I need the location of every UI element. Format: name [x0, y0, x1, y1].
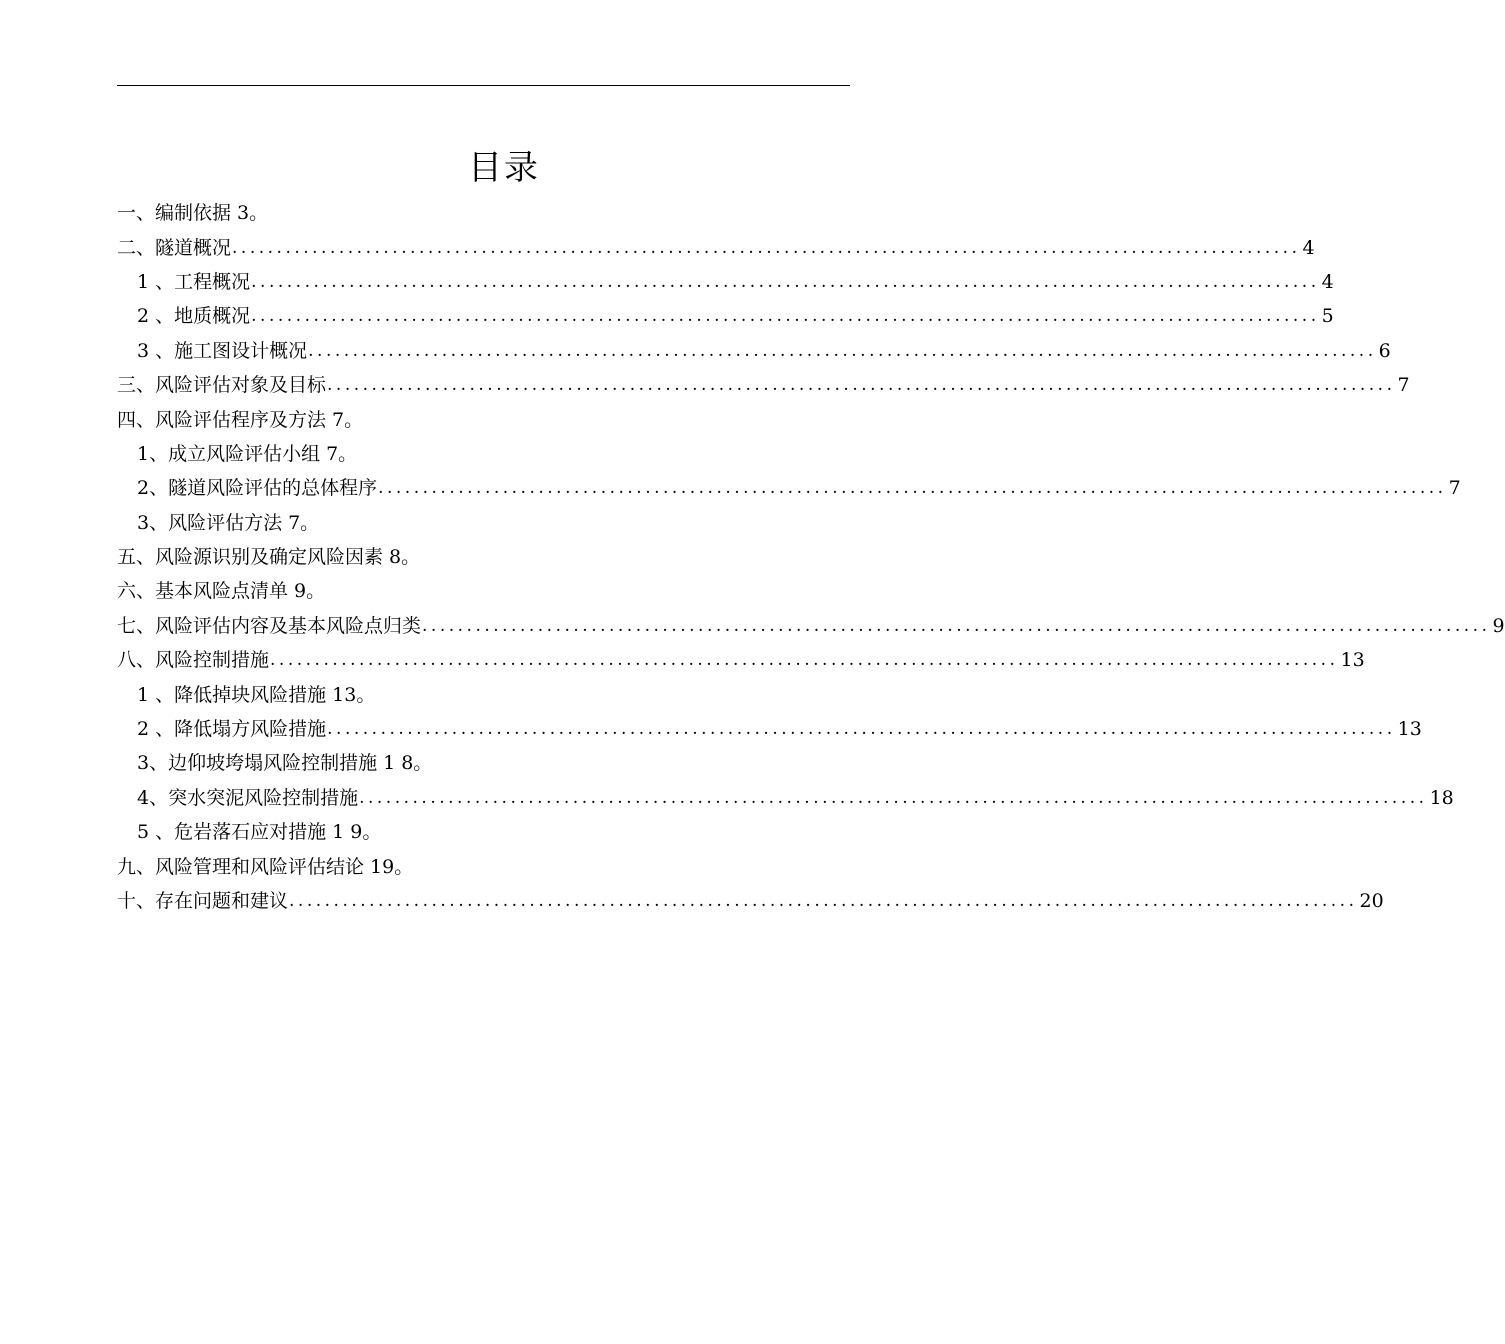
toc-entry-page: 1 8。 [383, 752, 433, 775]
toc-entry-label: 5 、危岩落石应对措施 [137, 821, 327, 844]
toc-entry-label: 八、风险控制措施 [117, 649, 270, 672]
toc-entry-label: 五、风险源识别及确定风险因素 [117, 546, 384, 569]
toc-entry-page: 7。 [332, 408, 364, 431]
header-rule [117, 85, 850, 86]
toc-entry[interactable] [117, 712, 1422, 746]
toc-dot-leader: ........................................................................................................................ [327, 719, 1396, 740]
toc-entry-label: 七、风险评估内容及基本风险点归类 [117, 614, 422, 637]
toc-entry-page: 1 9。 [332, 821, 382, 844]
toc-entry-label: 1、成立风险评估小组 [137, 442, 321, 465]
toc-entry[interactable] [117, 746, 850, 780]
toc-entry-label: 九、风险管理和风险评估结论 [117, 855, 365, 878]
toc-entry-page: 13。 [332, 683, 376, 706]
toc-entry-page: 13 [1340, 649, 1365, 672]
toc-entry[interactable] [117, 230, 1315, 264]
toc-dot-leader: ........................................................................................................................ [289, 891, 1358, 911]
toc-entry[interactable] [117, 196, 850, 230]
toc-entry-label: 四、风险评估程序及方法 [117, 408, 327, 431]
toc-entry-label: 3、边仰坡垮塌风险控制措施 [137, 752, 378, 775]
toc-entry-label: 4、突水突泥风险控制措施 [137, 786, 359, 809]
toc-entry[interactable] [117, 677, 850, 711]
toc-dot-leader: ........................................................................................................................ [232, 237, 1301, 258]
toc-entry[interactable] [117, 368, 1410, 402]
toc-entry-label: 1 、工程概况 [137, 270, 251, 293]
toc-entry-label: 1 、降低掉块风险措施 [137, 683, 327, 706]
page-title: 目录 [468, 148, 540, 188]
toc-entry[interactable] [117, 265, 1334, 299]
toc-dot-leader: ........................................................................................................................ [270, 650, 1339, 671]
toc-entry[interactable] [117, 506, 850, 540]
toc-entry[interactable] [117, 299, 1334, 333]
toc-dot-leader: ........................................................................................................................ [378, 478, 1447, 499]
toc-entry-page: 7。 [288, 511, 320, 534]
toc-entry-label: 2 、地质概况 [137, 305, 251, 328]
toc-entry-label: 三、风险评估对象及目标 [117, 374, 327, 397]
toc-dot-leader: ........................................................................................................................ [308, 340, 1377, 361]
toc-entry[interactable] [117, 643, 1365, 677]
toc-dot-leader: ........................................................................................................................ [251, 306, 1320, 327]
toc-entry-page: 8。 [389, 546, 421, 569]
toc-entry[interactable] [117, 334, 1391, 368]
toc-entry[interactable] [117, 540, 850, 574]
toc-entry-page: 6 [1378, 339, 1391, 362]
toc-entry-page: 4 [1321, 270, 1334, 293]
toc-entry-page: 3。 [237, 202, 269, 225]
toc-entry[interactable] [117, 609, 1505, 643]
toc-entry[interactable] [117, 849, 850, 883]
toc-entry[interactable] [117, 402, 850, 436]
toc-dot-leader: ........................................................................................................................ [422, 615, 1491, 636]
toc-entry-page: 7 [1448, 477, 1461, 500]
toc-entry-page: 9 [1492, 614, 1505, 637]
toc-dot-leader: ........................................................................................................................ [327, 375, 1396, 396]
toc-entry[interactable] [117, 815, 850, 849]
toc-entry[interactable] [117, 884, 1384, 918]
toc-entry-label: 十、存在问题和建议 [117, 890, 289, 912]
toc-entry-page: 4 [1302, 236, 1315, 259]
toc-list [117, 196, 1505, 918]
toc-entry-page: 18 [1429, 786, 1454, 809]
toc-dot-leader: ........................................................................................................................ [251, 271, 1320, 292]
toc-entry-label: 一、编制依据 [117, 202, 232, 225]
toc-entry-label: 二、隧道概况 [117, 236, 232, 259]
toc-entry-page: 20 [1359, 890, 1384, 912]
toc-entry-label: 3 、施工图设计概况 [137, 339, 308, 362]
toc-entry-label: 3、风险评估方法 [137, 511, 283, 534]
toc-entry-page: 19。 [370, 855, 414, 878]
toc-entry[interactable] [117, 574, 850, 608]
toc-dot-leader: ........................................................................................................................ [359, 787, 1428, 808]
toc-entry-page: 7 [1397, 374, 1410, 397]
toc-entry-page: 5 [1321, 305, 1334, 328]
toc-entry-page: 9。 [294, 580, 326, 603]
toc-entry[interactable] [117, 471, 1461, 505]
toc-entry-label: 2 、降低塌方风险措施 [137, 718, 327, 741]
toc-entry-page: 13 [1397, 718, 1422, 741]
toc-entry[interactable] [117, 437, 850, 471]
toc-entry-page: 7。 [326, 442, 358, 465]
toc-entry-label: 2、隧道风险评估的总体程序 [137, 477, 378, 500]
toc-entry-label: 六、基本风险点清单 [117, 580, 289, 603]
toc-entry[interactable] [117, 781, 1454, 815]
